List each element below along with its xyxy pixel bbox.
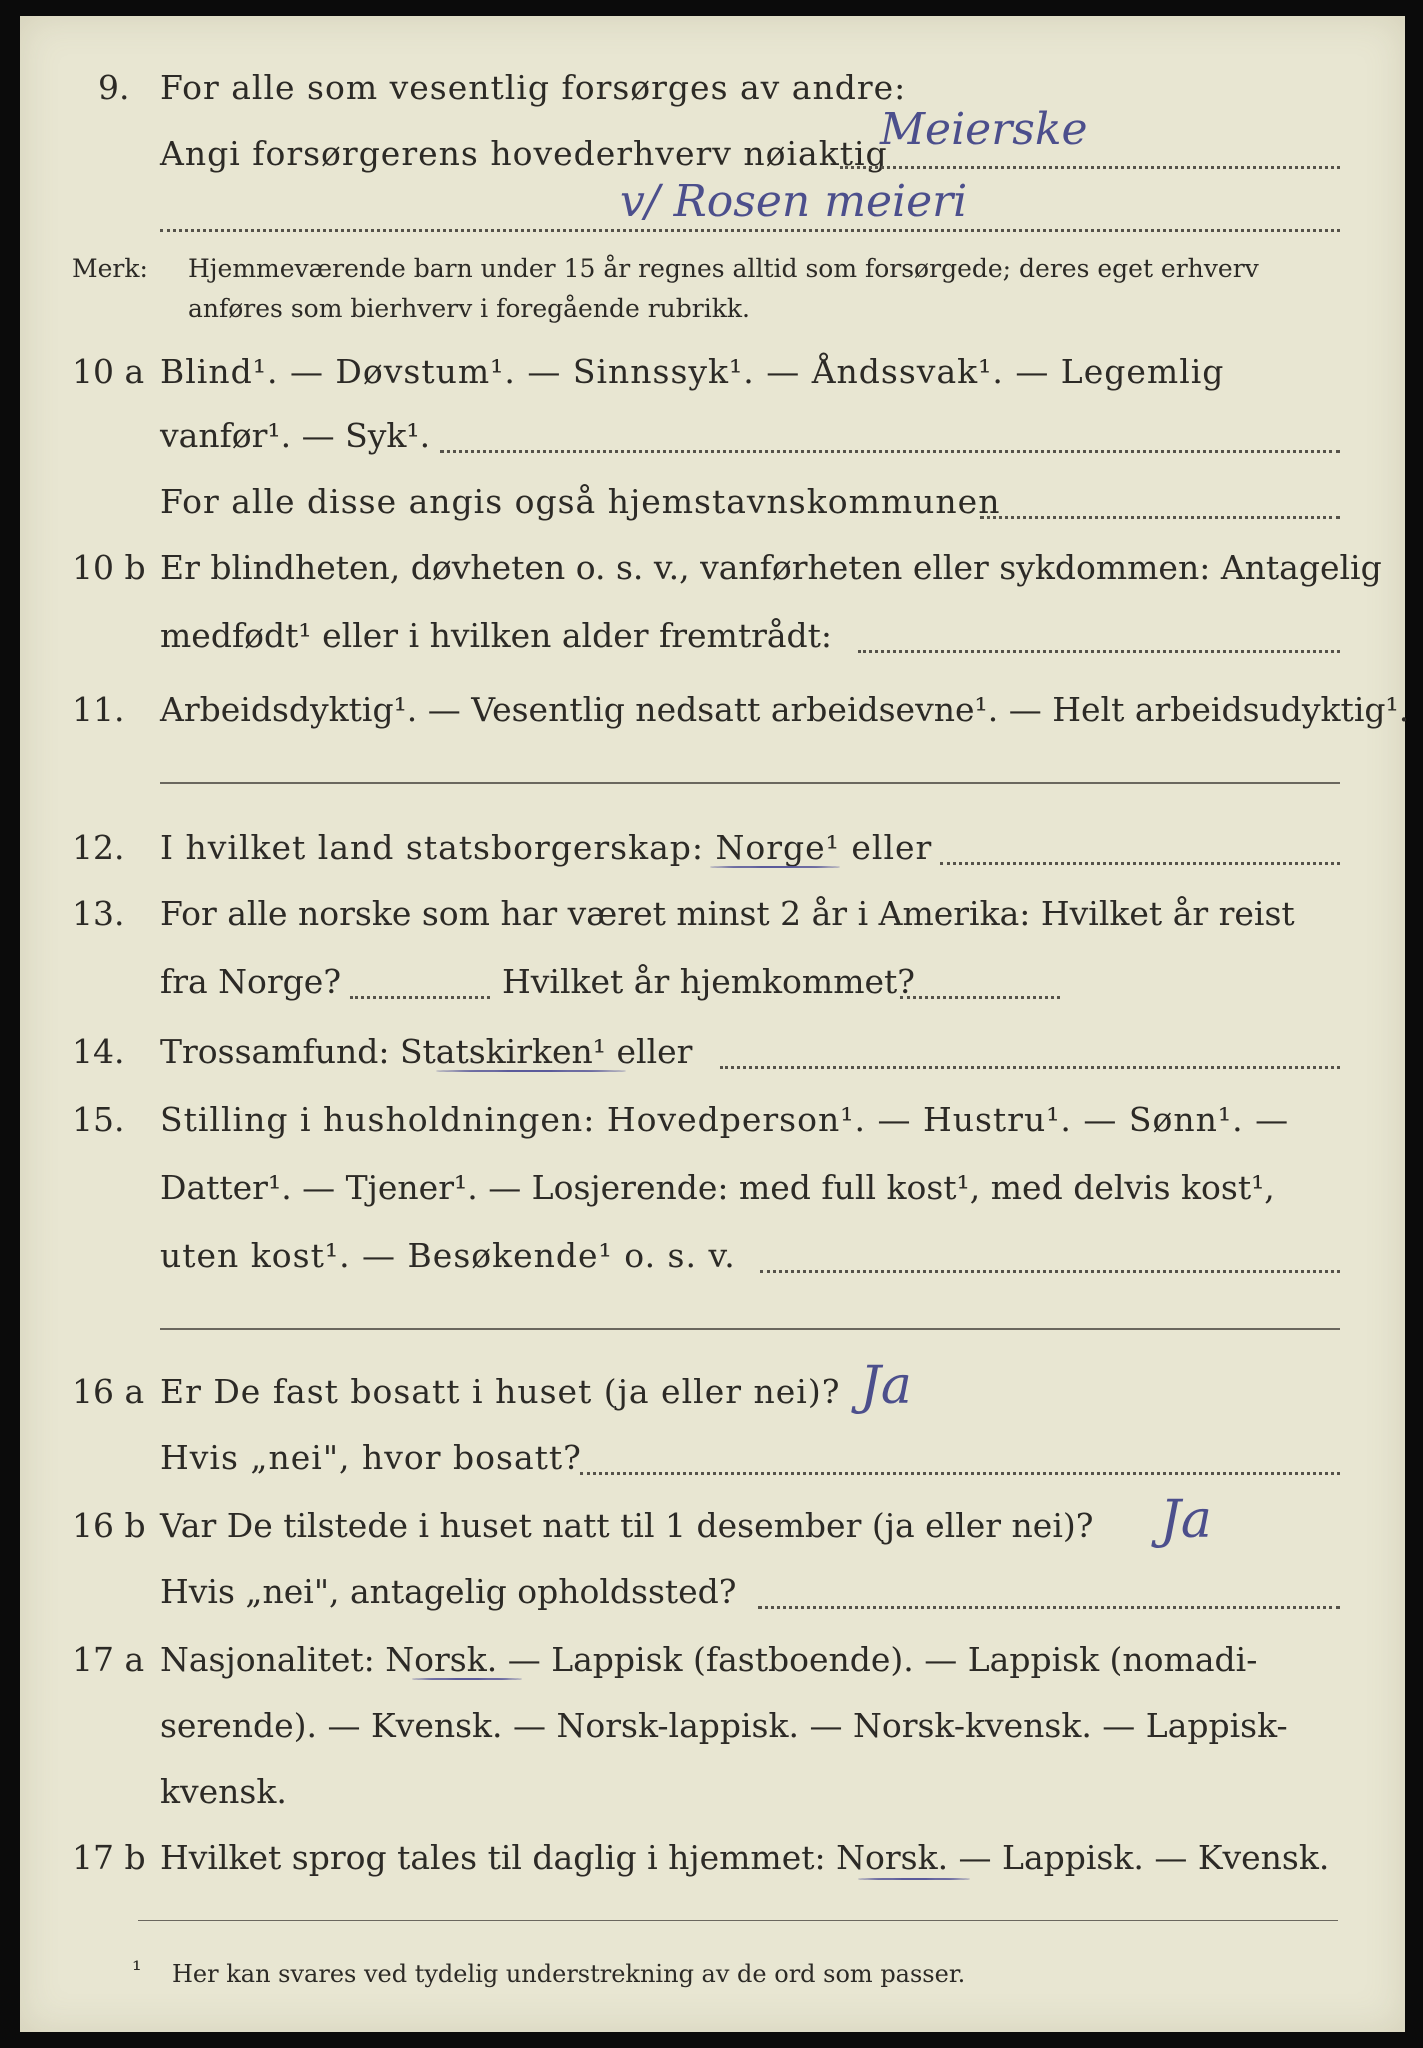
q10a-line2: vanfør¹. — Syk¹. bbox=[160, 416, 431, 455]
q10b-line1: Er blindheten, døvheten o. s. v., vanførheten eller sykdommen: Antagelig bbox=[160, 548, 1382, 587]
q15-line3: uten kost¹. — Besøkende¹ o. s. v. bbox=[160, 1236, 736, 1275]
q9-answer-line2 bbox=[160, 229, 1340, 232]
q17a-norsk-underline bbox=[412, 1678, 522, 1680]
q15-line1: Stilling i husholdningen: Hovedperson¹. — Hustru¹. — Sønn¹. — bbox=[160, 1100, 1290, 1139]
q15-line2: Datter¹. — Tjener¹. — Losjerende: med full kost¹, med delvis kost¹, bbox=[160, 1168, 1275, 1207]
q14-line1: Trossamfund: Statskirken¹ eller bbox=[160, 1032, 693, 1071]
q9-handwritten-answer1: Meierske bbox=[880, 104, 1088, 155]
q14-number: 14. bbox=[72, 1032, 125, 1071]
q14-answer-line bbox=[720, 1066, 1340, 1069]
q10b-answer-line bbox=[858, 650, 1340, 653]
q9-answer-line1 bbox=[840, 166, 1340, 169]
q17b-line1: Hvilket sprog tales til daglig i hjemmet: Norsk. — Lappisk. — Kvensk. bbox=[160, 1838, 1330, 1877]
q12-line1: I hvilket land statsborgerskap: Norge¹ eller bbox=[160, 828, 933, 867]
q13-hjemkommet-line bbox=[900, 996, 1060, 999]
q10b-number: 10 b bbox=[72, 548, 146, 587]
q11-number: 11. bbox=[72, 690, 125, 729]
q10b-line2: medfødt¹ eller i hvilken alder fremtrådt: bbox=[160, 616, 833, 655]
q10a-answer-line bbox=[440, 450, 1340, 453]
q15-answer-line bbox=[760, 1270, 1340, 1273]
footnote-mark: ¹ bbox=[132, 1956, 142, 1984]
footnote-text: Her kan svares ved tydelig understrekning av de ord som passer. bbox=[172, 1960, 966, 1988]
q10a-line3: For alle disse angis også hjemstavnskommunen bbox=[160, 482, 1001, 521]
q12-number: 12. bbox=[72, 828, 125, 867]
q13-line2a: fra Norge? bbox=[160, 962, 342, 1001]
q17a-number: 17 a bbox=[72, 1640, 145, 1679]
q16a-number: 16 a bbox=[72, 1372, 145, 1411]
q13-line2b: Hvilket år hjemkommet? bbox=[502, 962, 915, 1001]
q11-answer-line bbox=[160, 782, 1340, 784]
q11-line1: Arbeidsdyktig¹. — Vesentlig nedsatt arbeidsevne¹. — Helt arbeidsudyktig¹. bbox=[160, 690, 1410, 729]
census-form-page bbox=[20, 16, 1410, 2032]
q17a-line2: serende). — Kvensk. — Norsk-lappisk. — Norsk-kvensk. — Lappisk- bbox=[160, 1706, 1288, 1745]
merk-line1: Hjemmeværende barn under 15 år regnes alltid som forsørgede; deres eget erhverv bbox=[188, 254, 1259, 283]
merk-line2: anføres som bierhverv i foregående rubrikk. bbox=[188, 294, 750, 323]
q9-handwritten-answer2: v/ Rosen meieri bbox=[620, 176, 968, 227]
q16a-line2: Hvis „nei", hvor bosatt? bbox=[160, 1438, 582, 1477]
q13-line1: For alle norske som har været minst 2 år i Amerika: Hvilket år reist bbox=[160, 894, 1295, 933]
q9-number: 9. bbox=[98, 68, 130, 107]
q13-number: 13. bbox=[72, 894, 125, 933]
q9-line1: For alle som vesentlig forsørges av andre: bbox=[160, 68, 907, 107]
q15-extra-line bbox=[160, 1328, 1340, 1330]
q17a-line3: kvensk. bbox=[160, 1772, 287, 1811]
q16a-handwritten-answer: Ja bbox=[860, 1356, 912, 1416]
q16a-answer-line bbox=[580, 1472, 1340, 1475]
q15-number: 15. bbox=[72, 1100, 125, 1139]
footnote-divider bbox=[138, 1920, 1338, 1921]
q17b-norsk-underline bbox=[858, 1878, 970, 1880]
merk-label: Merk: bbox=[72, 254, 148, 283]
q10a-number: 10 a bbox=[72, 352, 145, 391]
q17b-number: 17 b bbox=[72, 1838, 146, 1877]
q12-answer-line bbox=[940, 862, 1340, 865]
q10a-line1: Blind¹. — Døvstum¹. — Sinnssyk¹. — Åndssvak¹. — Legemlig bbox=[160, 352, 1225, 391]
q17a-line1: Nasjonalitet: Norsk. — Lappisk (fastboende). — Lappisk (nomadi- bbox=[160, 1640, 1258, 1679]
q10a-hjemstavn-line bbox=[980, 516, 1340, 519]
q16b-line1: Var De tilstede i huset natt til 1 desember (ja eller nei)? bbox=[160, 1506, 1094, 1545]
q16b-handwritten-answer: Ja bbox=[1160, 1490, 1212, 1550]
q16b-answer-line bbox=[758, 1606, 1340, 1609]
q16a-line1: Er De fast bosatt i huset (ja eller nei)? bbox=[160, 1372, 841, 1411]
q12-norge-underline bbox=[710, 866, 840, 868]
q16b-number: 16 b bbox=[72, 1506, 146, 1545]
q9-line2: Angi forsørgerens hovederhverv nøiaktig bbox=[160, 134, 888, 173]
q13-reist-line bbox=[350, 996, 490, 999]
q14-statskirken-underline bbox=[436, 1070, 626, 1072]
q16b-line2: Hvis „nei", antagelig opholdssted? bbox=[160, 1572, 737, 1611]
